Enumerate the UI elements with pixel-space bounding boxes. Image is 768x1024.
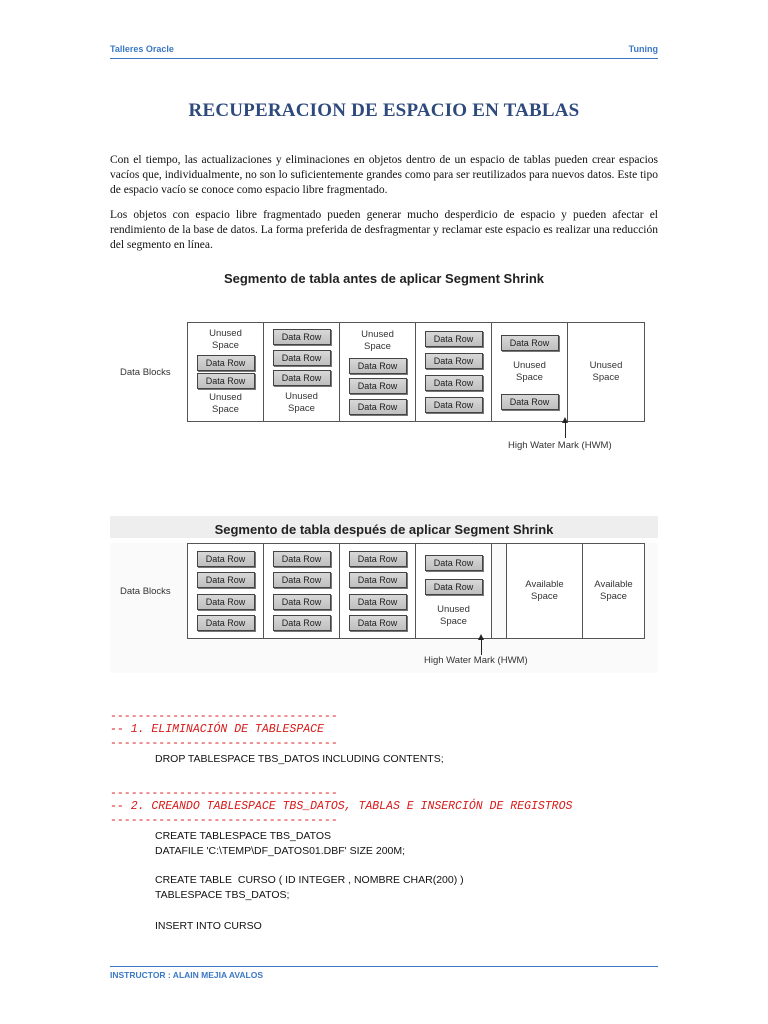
data-row: Data Row (273, 615, 331, 631)
data-row: Data Row (197, 355, 255, 371)
header-course: Talleres Oracle (110, 44, 174, 54)
data-row: Data Row (273, 594, 331, 610)
segment-gap (492, 544, 507, 638)
hwm-label: High Water Mark (HWM) (508, 440, 612, 451)
data-block (416, 544, 492, 638)
available-space: Available Space (594, 579, 633, 602)
segment-grid (187, 322, 645, 422)
hwm-arrow-icon (565, 422, 566, 438)
section-1-heading: -- 1. ELIMINACIÓN DE TABLESPACE (110, 723, 324, 736)
data-row: Data Row (349, 615, 407, 631)
data-block (188, 323, 264, 421)
unused-space: Unused Space (513, 360, 546, 383)
sql-create-table: CREATE TABLE CURSO ( ID INTEGER , NOMBRE CHAR(200) ) (155, 874, 464, 886)
data-row: Data Row (273, 551, 331, 567)
data-block (340, 323, 416, 421)
unused-space: Unused Space (209, 392, 242, 416)
data-row: Data Row (425, 555, 483, 571)
data-row: Data Row (425, 579, 483, 595)
unused-space: Unused Space (361, 329, 394, 353)
header-rule (110, 58, 658, 59)
data-row: Data Row (197, 551, 255, 567)
hwm-label: High Water Mark (HWM) (424, 655, 528, 666)
data-row: Data Row (349, 378, 407, 394)
data-row: Data Row (349, 551, 407, 567)
available-space: Available Space (525, 579, 564, 602)
data-row: Data Row (273, 572, 331, 588)
sql-create-tablespace: CREATE TABLESPACE TBS_DATOS (155, 830, 332, 842)
sql-drop-tablespace: DROP TABLESPACE TBS_DATOS INCLUDING CONTENTS; (155, 753, 444, 765)
data-row: Data Row (197, 572, 255, 588)
data-row: Data Row (197, 594, 255, 610)
figure2-diagram (110, 543, 658, 673)
data-row: Data Row (501, 394, 559, 410)
figure2-title: Segmento de tabla después de aplicar Segment Shrink (214, 522, 554, 537)
data-row: Data Row (349, 594, 407, 610)
data-row: Data Row (349, 399, 407, 415)
data-block (492, 323, 568, 421)
data-row: Data Row (197, 615, 255, 631)
data-row: Data Row (273, 370, 331, 386)
data-blocks-label: Data Blocks (120, 586, 171, 597)
unused-space: Unused Space (589, 360, 623, 383)
data-row: Data Row (425, 375, 483, 391)
sql-tablespace: TABLESPACE TBS_DATOS; (155, 889, 290, 901)
data-block (340, 544, 416, 638)
unused-space: Unused Space (209, 327, 242, 351)
comment-dashes: --------------------------------- (110, 787, 338, 800)
data-row: Data Row (501, 335, 559, 351)
data-block (507, 544, 583, 638)
figure1-title: Segmento de tabla antes de aplicar Segment Shrink (223, 271, 545, 286)
comment-dashes: --------------------------------- (110, 737, 338, 750)
section-2-heading: -- 2. CREANDO TABLESPACE TBS_DATOS, TABLAS E INSERCIÓN DE REGISTROS (110, 800, 573, 813)
hwm-arrow-icon (481, 639, 482, 655)
data-block (188, 544, 264, 638)
comment-dashes: --------------------------------- (110, 710, 338, 723)
footer-rule (110, 966, 658, 967)
unused-space: Unused Space (285, 390, 318, 414)
footer-instructor: INSTRUCTOR : ALAIN MEJIA AVALOS (110, 970, 263, 980)
paragraph-2: Los objetos con espacio libre fragmentado pueden generar mucho desperdicio de espacio y pueden afectar el rendimiento de la base de datos. La forma preferida de desfragmentar y reclamar este espacio es realizar una reducción del segmento en línea. (110, 209, 658, 251)
paragraph-1: Con el tiempo, las actualizaciones y eliminaciones en objetos dentro de un espacio de tablas pueden crear espacios vacíos que, individualmente, no son lo suficientemente grandes como para ser reutilizados para nuevos datos. Este tipo de espacio vacío se conoce como espacio libre fragmentado. (110, 154, 658, 196)
data-block (416, 323, 492, 421)
data-row: Data Row (425, 331, 483, 347)
data-blocks-label: Data Blocks (120, 367, 171, 378)
data-row: Data Row (273, 350, 331, 366)
header-topic: Tuning (628, 44, 658, 54)
page-title: RECUPERACION DE ESPACIO EN TABLAS (188, 100, 580, 121)
segment-grid (187, 543, 645, 639)
data-row: Data Row (349, 572, 407, 588)
data-row: Data Row (273, 329, 331, 345)
unused-space: Unused Space (437, 603, 470, 627)
data-row: Data Row (425, 397, 483, 413)
data-block (568, 323, 644, 421)
data-block (264, 323, 340, 421)
data-row: Data Row (349, 358, 407, 374)
data-block (583, 544, 644, 638)
data-row: Data Row (425, 353, 483, 369)
data-block (264, 544, 340, 638)
data-row: Data Row (197, 373, 255, 389)
sql-insert: INSERT INTO CURSO (155, 920, 262, 932)
figure1-diagram (110, 322, 658, 462)
comment-dashes: --------------------------------- (110, 814, 338, 827)
sql-datafile: DATAFILE 'C:\TEMP\DF_DATOS01.DBF' SIZE 200M; (155, 845, 406, 857)
